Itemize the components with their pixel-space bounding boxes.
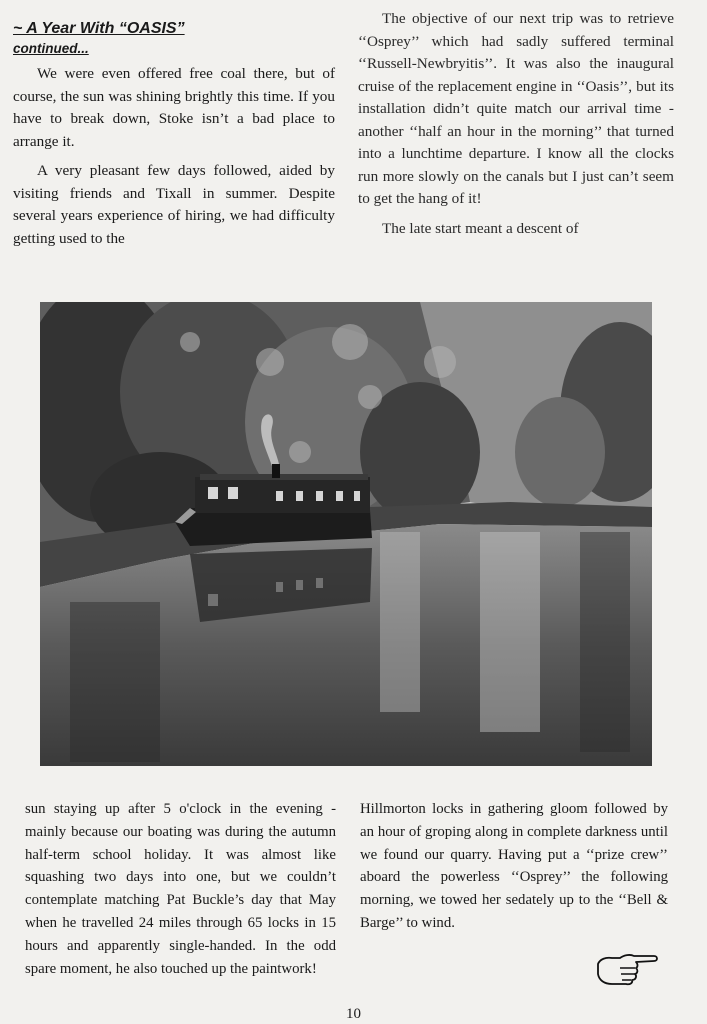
- paragraph: We were even offered free coal there, but of course, the sun was shining brightly this time. If you have to break down, Stoke isn’t a bad place to arrange it.: [13, 65, 335, 150]
- paragraph: Hillmorton locks in gathering gloom followed by an hour of groping along in complete darkness until we found our quarry. Having put a ‘‘prize crew’’ aboard the powerless ‘‘Osprey’’ the following morning, we towed her sedately up to the ‘‘Bell & Barge’’ to wind.: [360, 801, 668, 931]
- paragraph: A very pleasant few days followed, aided by visiting friends and Tixall in summer. Despite several years experience of hiring, we had difficulty getting used to the: [13, 162, 335, 247]
- column-top-left: [13, 18, 335, 250]
- column-bottom-left: [25, 798, 336, 980]
- canal-boat-photo: [40, 302, 652, 766]
- paragraph: The objective of our next trip was to retrieve ‘‘Osprey’’ which had sadly suffered terminal ‘‘Russell-Newbryitis’’. It was also the inaugural cruise of the replacement engine in ‘‘Oasis’’, but its installation didn’t quite match our arrival time - another ‘‘half an hour in the morning’’ that turned into a lunchtime departure. I know all the clocks run more slowly on the canals but I just can’t seem to get the hang of it!: [358, 10, 674, 207]
- column-bottom-right: [360, 798, 668, 935]
- paragraph: sun staying up after 5 o'clock in the evening - mainly because our boating was during the autumn half-term school holiday. It was almost like squashing two days into one, but we couldn’t contemplate matching Pat Buckle’s day that May when he travelled 24 miles through 65 locks in 15 hours and apparently single-handed. In the odd spare moment, he also touched up the paintwork!: [25, 801, 336, 977]
- article-subtitle: continued...: [13, 41, 89, 56]
- paragraph: The late start meant a descent of: [382, 219, 579, 237]
- page-number: 10: [346, 1006, 361, 1022]
- column-top-right: [358, 8, 674, 240]
- pointing-hand-icon: [594, 950, 660, 988]
- article-title: ~ A Year With “OASIS”: [13, 20, 185, 37]
